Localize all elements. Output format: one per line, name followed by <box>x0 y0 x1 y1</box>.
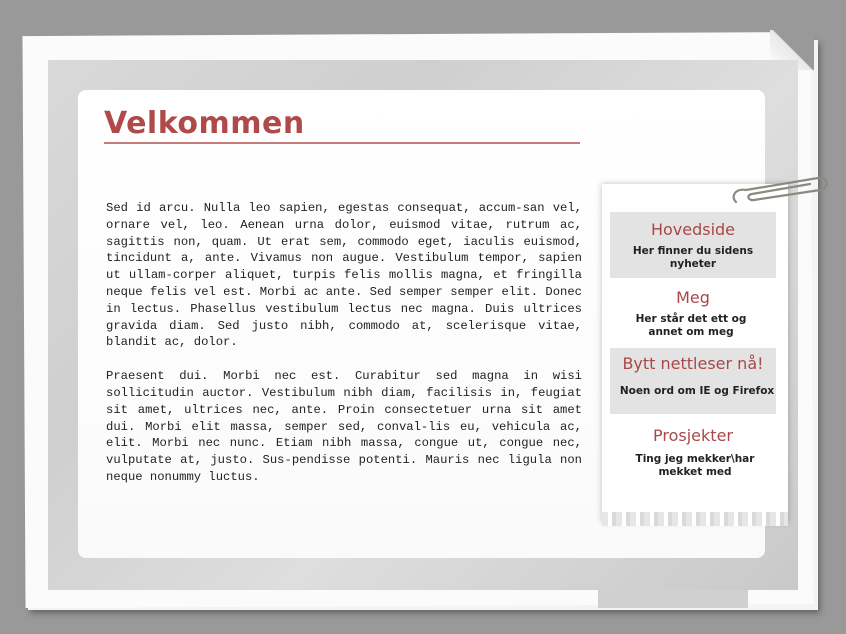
nav-item-title[interactable]: Bytt nettleser nå! <box>622 354 764 373</box>
nav-item-description: Her finner du sidens nyheter <box>632 245 754 270</box>
article-paragraph: Praesent dui. Morbi nec est. Curabitur sed magna in wisi sollicitudin auctor. Vestibulum nibh diam, facilisis in, feugiat sit amet, ultrices nec, ante. Proin consectetuer urna sit amet dui. Morbi elit massa, semper sed, conval-lis eu, vehicula ac, elit. Morbi nec nunc. Etiam nibh massa, congue ut, congue nec, vulputate at, justo. Sus-pendisse potenti. Mauris nec ligula non neque nonummy luctus. <box>106 369 582 484</box>
page-title: Velkommen <box>104 106 305 141</box>
nav-item-description: Ting jeg mekker\har mekket med <box>635 453 755 478</box>
nav-item-hovedside[interactable] <box>610 212 776 278</box>
title-underline <box>104 142 580 144</box>
article-paragraph: Sed id arcu. Nulla leo sapien, egestas consequat, accum-san vel, ornare vel, leo. Aenean urna dolor, euismod vitae, rutrum ac, sagittis non, quam. Ut erat sem, commodo eget, iaculis euismod, tincidunt a, ante. Vivamus non augue. Vestibulum tempor, sapien ut ullam-corper aliquet, turpis felis mollis magna, et fringilla neque felis vel est. Morbi ac ante. Sed semper semper elit. Donec in lectus. Phasellus vestibulum lectus nec magna. Duis ultrices gravida diam. Sed justo nibh, commodo at, scelerisque vitae, blandit ac, dolor. <box>106 201 582 350</box>
nav-item-title[interactable]: Meg <box>676 288 710 307</box>
nav-item-bytt-nettleser[interactable] <box>610 348 776 414</box>
nav-item-meg[interactable] <box>610 286 776 342</box>
nav-item-description: Her står det ett og annet om meg <box>635 313 747 338</box>
torn-edge <box>602 512 788 526</box>
nav-item-description: Noen ord om IE og Firefox <box>619 385 775 397</box>
paper-tab <box>598 590 748 608</box>
nav-item-prosjekter[interactable] <box>610 424 776 484</box>
paperclip-icon <box>730 176 830 212</box>
article <box>106 200 582 503</box>
nav-item-title[interactable]: Hovedside <box>650 220 736 239</box>
nav-item-title[interactable]: Prosjekter <box>653 426 733 445</box>
